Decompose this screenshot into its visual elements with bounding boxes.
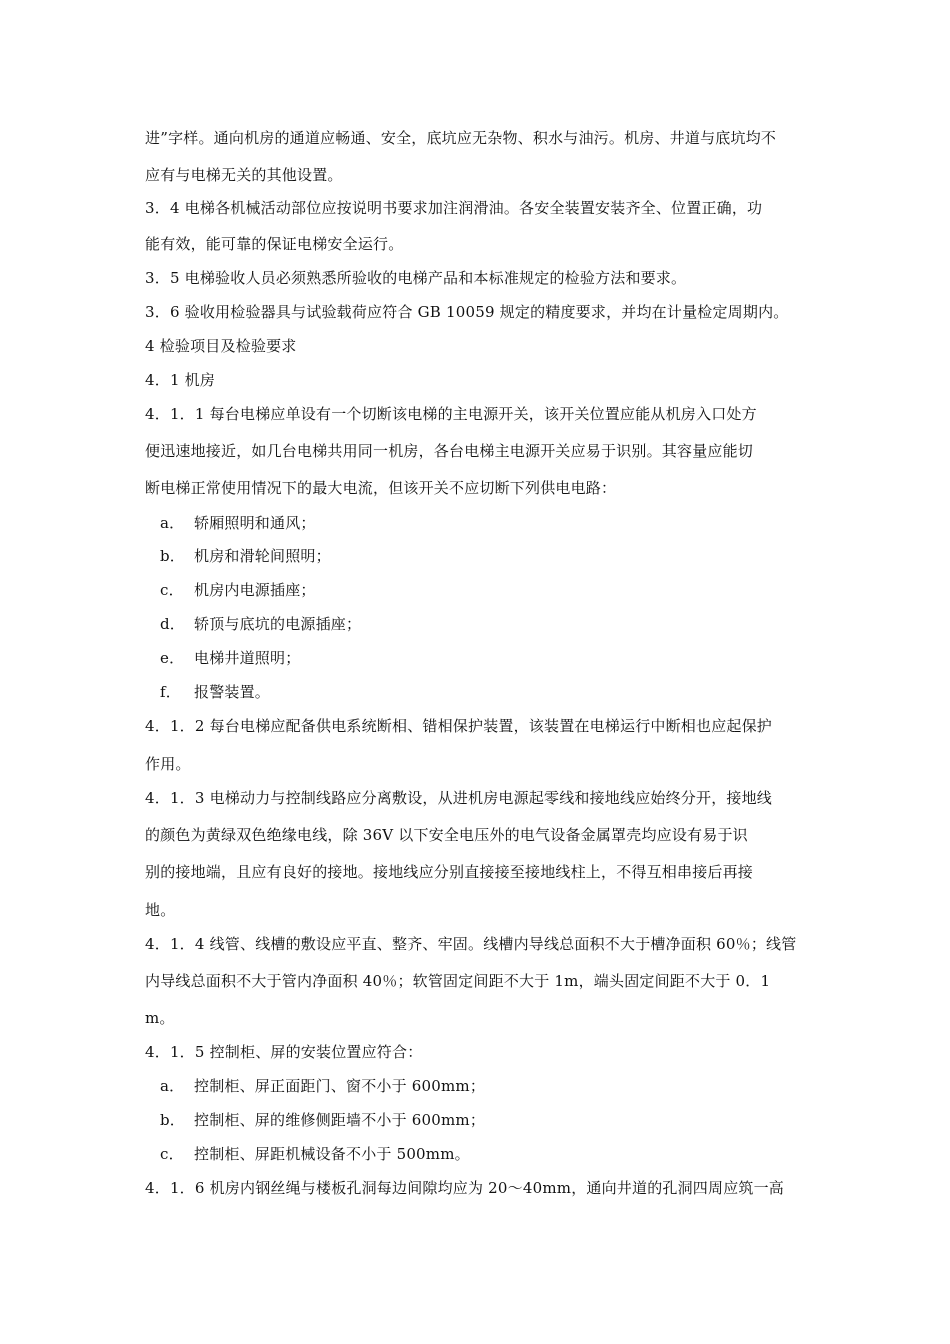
paragraph-line: 地。 [145,901,176,919]
paragraph-line: 的颜色为黄绿双色绝缘电线，除 36V 以下安全电压外的电气设备金属罩壳均应设有易于识 [145,826,748,844]
paragraph-line: 3．6 验收用检验器具与试验载荷应符合 GB 10059 规定的精度要求，并均在计量检定周期内。 [145,303,789,321]
list-text: 机房和滑轮间照明； [194,547,331,565]
paragraph-line: 便迅速地接近，如几台电梯共用同一机房，各台电梯主电源开关应易于识别。其容量应能切 [145,442,754,460]
paragraph-line: 4．1．3 电梯动力与控制线路应分离敷设，从进机房电源起零线和接地线应始终分开，接地线 [145,789,773,807]
list-item [160,1076,485,1096]
paragraph-line: 进”字样。通向机房的通道应畅通、安全，底坑应无杂物、积水与油污。机房、井道与底坑均不 [145,129,777,147]
list-marker: f． [160,683,181,701]
list-marker: c． [160,1145,184,1163]
list-marker: b． [160,1111,186,1129]
paragraph-line: 3．4 电梯各机械活动部位应按说明书要求加注润滑油。各安全装置安装齐全、位置正确，功 [145,199,763,217]
list-marker: b． [160,547,186,565]
list-text: 控制柜、屏正面距门、窗不小于 600mm； [194,1077,486,1095]
paragraph-line: m。 [145,1009,175,1027]
list-text: 报警装置。 [194,683,271,701]
paragraph-line: 作用。 [145,755,191,773]
list-marker: c． [160,581,184,599]
list-text: 轿厢照明和通风； [194,514,316,532]
paragraph-line: 4．1．1 每台电梯应单设有一个切断该电梯的主电源开关，该开关位置应能从机房入口处方 [145,405,757,423]
paragraph-line: 4．1．5 控制柜、屏的安装位置应符合： [145,1043,423,1061]
list-item [160,1110,485,1130]
list-item [160,546,331,566]
list-marker: a． [160,514,185,532]
list-marker: d． [160,615,186,633]
list-item [160,614,361,634]
paragraph-line: 4．1．6 机房内钢丝绳与楼板孔洞每边间隙均应为 20～40mm，通向井道的孔洞四周应筑一高 [145,1179,784,1197]
list-text: 机房内电源插座； [194,581,316,599]
section-heading: 4 检验项目及检验要求 [145,337,297,355]
paragraph-line: 能有效，能可靠的保证电梯安全运行。 [145,235,404,253]
paragraph-line: 3．5 电梯验收人员必须熟悉所验收的电梯产品和本标准规定的检验方法和要求。 [145,269,687,287]
list-text: 控制柜、屏距机械设备不小于 500mm。 [194,1145,470,1163]
paragraph-line: 应有与电梯无关的其他设置。 [145,166,343,184]
list-marker: a． [160,1077,185,1095]
paragraph-line: 别的接地端，且应有良好的接地。接地线应分别直接接至接地线柱上，不得互相串接后再接 [145,863,754,881]
list-text: 控制柜、屏的维修侧距墙不小于 600mm； [194,1111,486,1129]
paragraph-line: 断电梯正常使用情况下的最大电流，但该开关不应切断下列供电电路： [145,479,617,497]
list-text: 电梯井道照明； [194,649,301,667]
list-marker: e． [160,649,185,667]
list-item [160,648,300,668]
paragraph-line: 4．1．2 每台电梯应配备供电系统断相、错相保护装置，该装置在电梯运行中断相也应起保护 [145,717,773,735]
subsection-heading: 4．1 机房 [145,371,216,389]
paragraph-line: 内导线总面积不大于管内净面积 40％；软管固定间距不大于 1m，端头固定间距不大于 0．1 [145,972,771,990]
list-text: 轿顶与底坑的电源插座； [194,615,362,633]
list-item [160,682,270,702]
list-item [160,580,316,600]
list-item [160,513,316,533]
paragraph-line: 4．1．4 线管、线槽的敷设应平直、整齐、牢固。线槽内导线总面积不大于槽净面积 60％；线管 [145,935,797,953]
list-item [160,1144,470,1164]
